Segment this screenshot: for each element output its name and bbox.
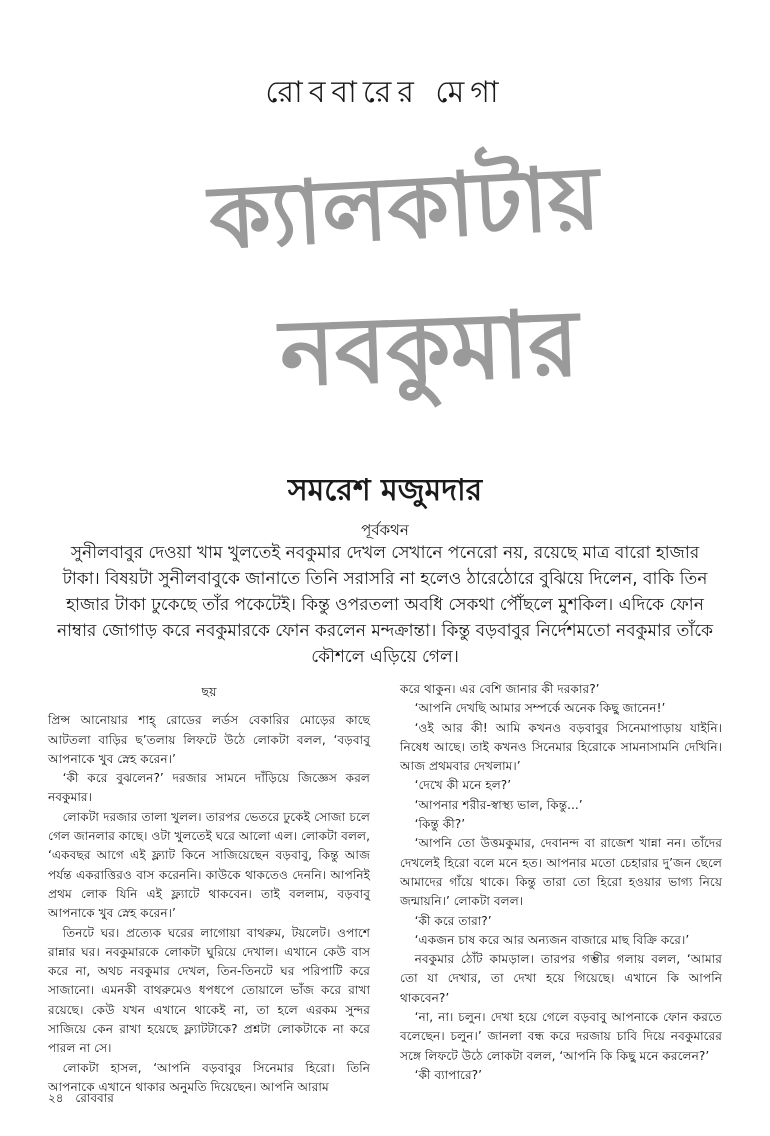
paragraph: ‘আপনি তো উত্তমকুমার, দেবানন্দ বা রাজেশ খান্না নন। তাঁদের দেখলেই হিরো বলে মনে হত। আপনার মতো চেহারার দু’জন ছেলে আমাদের গাঁয়ে থাকে। কিন্তু তারা তো হিরো হওয়ার ভাগ্য নিয়ে জন্মায়নি।’ লোকটা বলল। — [400, 836, 722, 909]
paragraph: ‘কিন্তু কী?’ — [414, 817, 466, 832]
series-kicker: রোববারের মেগা — [265, 75, 505, 110]
paragraph: ‘কী ব্যাপারে?’ — [414, 1067, 482, 1082]
story-title-art — [160, 118, 650, 458]
paragraph: ‘দেখে কী মনে হল?’ — [414, 778, 512, 793]
synopsis-heading: পূর্বকথন — [361, 521, 409, 539]
paragraph: ‘ওই আর কী! আমি কখনও বড়বাবুর সিনেমাপাড়ায় যাইনি। নিষেধ আছে। তাই কখনও সিনেমার হিরোকে সামনাসামনি দেখিনি। আজ প্রথমবার দেখলাম।’ — [400, 720, 722, 774]
magazine-name: রোববার — [75, 1091, 114, 1105]
paragraph: ‘একজন চাষ করে আর অন্যজন বাজারে মাছ বিক্রি করে।’ — [414, 932, 690, 947]
left-column — [48, 682, 370, 1097]
paragraph: ‘আপনার শরীর-স্বাস্থ্য ভাল, কিন্তু...’ — [414, 797, 583, 812]
paragraph: ‘কী করে তারা?’ — [414, 913, 492, 928]
paragraph: করে থাকুন। এর বেশি জানার কী দরকার?’ — [400, 682, 600, 696]
page-number: ২৪ — [48, 1091, 64, 1105]
author-name: সমরেশ মজুমদার — [287, 473, 483, 508]
title-line-2: নবকুমার — [278, 289, 581, 408]
paragraph: প্রিন্স আনোয়ার শাহ্‌ রোডের লর্ডস বেকারির মোড়ের কাছে আটতলা বাড়ির ছ’তলায় লিফটে উঠে লোকটা বলল, ‘বড়বাবু আপনাকে খুব স্নেহ করেন।’ — [48, 713, 370, 766]
paragraph: লোকটা দরজার তালা খুলল। তারপর ভেতরে ঢুকেই সোজা চলে গেল জানলার কাছে। ওটা খুলতেই ঘরে আলো এল। লোকটা বলল, ‘একবছর আগে এই ফ্ল্যাট কিনে সাজিয়েছেন বড়বাবু, কিন্তু আজ পর্যন্ত একরাত্তিরও বাস করেননি। কাউকে থাকতেও দেননি। আপনিই প্রথম লোক যিনি এই ফ্ল্যাটে থাকবেন। তাই বললাম, বড়বাবু আপনাকে খুব স্নেহ করেন।’ — [48, 809, 370, 921]
paragraph: নবকুমার ঠোঁট কামড়াল। তারপর গম্ভীর গলায় বলল, ‘আমার তো যা দেখার, তা দেখা হয়ে গিয়েছে। এখানে কি আপনি থাকবেন?’ — [400, 952, 722, 1005]
paragraph: ‘না, না। চলুন। দেখা হয়ে গেলে বড়বাবু আপনাকে ফোন করতে বলেছেন। চলুন।’ জানলা বন্ধ করে দরজায় চাবি দিয়ে নবকুমারের সঙ্গে লিফটে উঠে লোকটা বলল, ‘আপনি কি কিছু মনে করলেন?’ — [400, 1010, 722, 1063]
paragraph: লোকটা হাসল, ‘আপনি বড়বাবুর সিনেমার হিরো। তিনি আপনাকে এখানে থাকার অনুমতি দিয়েছেন। আপনি আরাম — [48, 1060, 370, 1094]
right-column — [400, 680, 722, 1085]
synopsis-text: সুনীলবাবুর দেওয়া খাম খুলতেই নবকুমার দেখল সেখানে পনেরো নয়, রয়েছে মাত্র বারো হাজার টাকা। বিষয়টা সুনীলবাবুকে জানাতে তিনি সরাসরি না হলেও ঠারেঠোরে বুঝিয়ে দিলেন, বাকি তিন হাজার টাকা ঢুকেছে তাঁর পকেটেই। কিন্তু ওপরতলা অবধি সেকথা পৌঁছলে মুশকিল। এদিকে ফোন নাম্বার জোগাড় করে নবকুমারকে ফোন করলেন মন্দক্রান্তা। কিন্তু বড়বাবুর নির্দেশমতো নবকুমার তাঁকে কৌশলে এড়িয়ে গেল। — [56, 543, 713, 667]
page-footer — [48, 1090, 122, 1110]
paragraph: ‘কী করে বুঝলেন?’ দরজার সামনে দাঁড়িয়ে জিজ্ঞেস করল নবকুমার। — [48, 771, 370, 805]
chapter-number: ছয় — [201, 684, 217, 699]
title-line-1: ক্যালকাটায় — [206, 145, 603, 270]
title-calligraphy — [160, 118, 650, 458]
paragraph: ‘আপনি দেখছি আমার সম্পর্কে অনেক কিছু জানেন!’ — [414, 701, 666, 716]
paragraph: তিনটে ঘর। প্রত্যেক ঘরের লাগোয়া বাথরুম, টয়লেট। ওপাশে রান্নার ঘর। নবকুমারকে লোকটা ঘুরিয়ে দেখাল। এখানে কেউ বাস করে না, অথচ নবকুমার দেখল, তিন-তিনটে ঘর পরিপাটি করে সাজানো। এমনকী বাথরুমেও ধপধপে তোয়ালে ভাঁজ করে রাখা রয়েছে। কেউ যখন এখানে থাকেই না, তা হলে এরকম সুন্দর সাজিয়ে কেন রাখা হয়েছে ফ্ল্যাটটাকে? প্রশ্নটা লোকটাকে না করে পারল না সে। — [48, 925, 370, 1056]
